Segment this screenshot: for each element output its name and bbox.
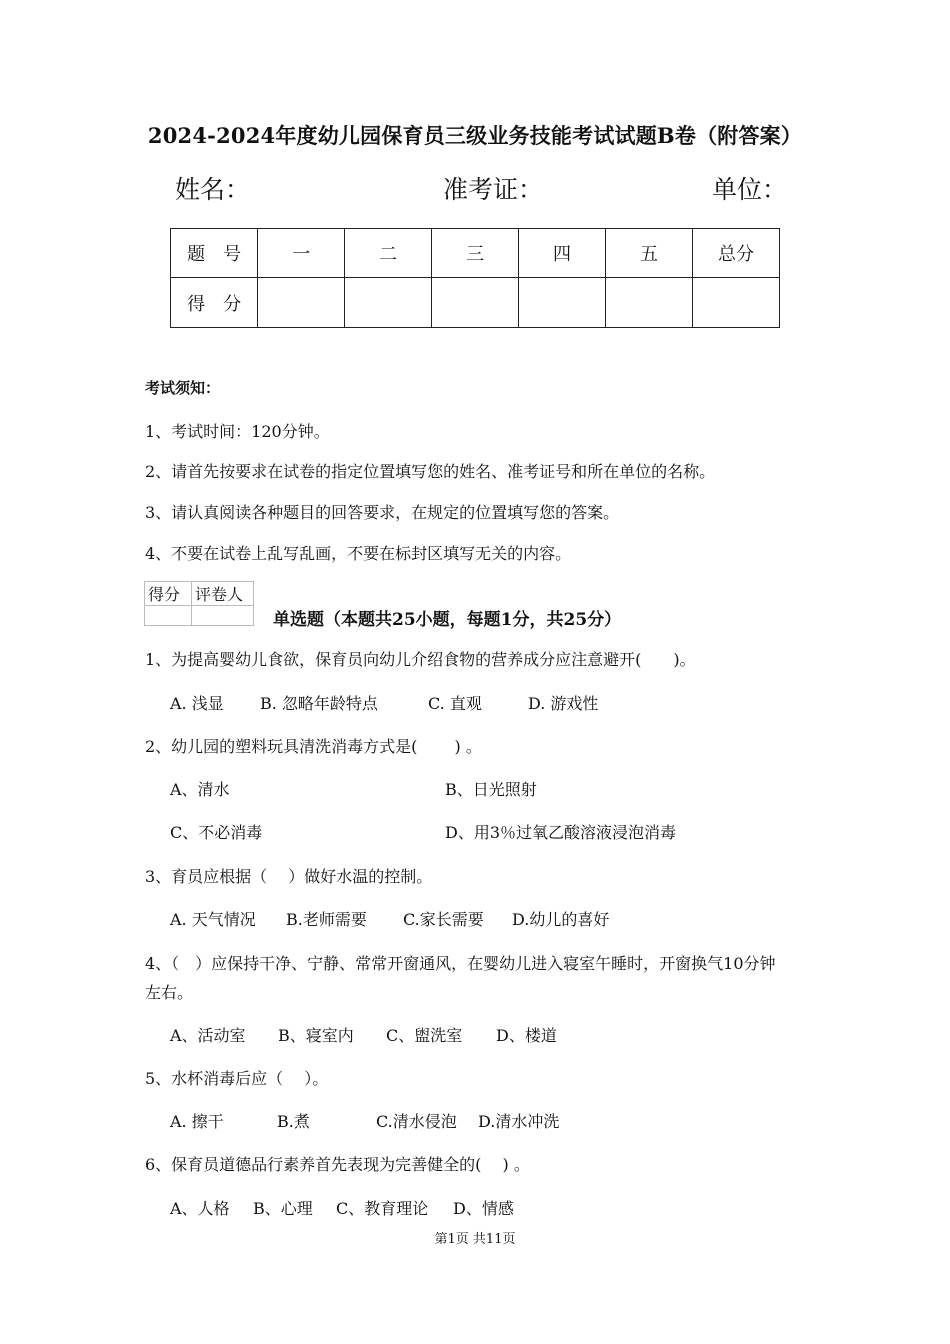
score-cell[interactable] (432, 278, 519, 328)
notice-item: 2、请首先按要求在试卷的指定位置填写您的姓名、准考证号和所在单位的名称。 (145, 462, 716, 481)
option: A. 天气情况 (170, 910, 256, 929)
score-table (170, 228, 780, 328)
question-text: 5、水杯消毒后应（ ）。 (145, 1069, 329, 1088)
option: A. 擦干 (170, 1112, 224, 1131)
score-cell[interactable] (606, 278, 693, 328)
notice-item: 1、考试时间：120分钟。 (145, 422, 330, 441)
question-options (170, 1196, 514, 1219)
notice-item: 3、请认真阅读各种题目的回答要求，在规定的位置填写您的答案。 (145, 503, 620, 522)
option: C. 直观 (428, 694, 482, 713)
option: D.幼儿的喜好 (512, 910, 610, 929)
score-cell[interactable] (692, 278, 779, 328)
question-text-continued: 左右。 (145, 983, 194, 1002)
option: B、寝室内 (278, 1026, 354, 1045)
question-text: 3、育员应根据（ ）做好水温的控制。 (145, 867, 433, 886)
name-field-label: 姓名： (175, 175, 251, 204)
score-header-cell: 三 (432, 229, 519, 278)
score-header-cell: 四 (519, 229, 606, 278)
option: D.清水冲洗 (478, 1112, 560, 1131)
page-title: 2024-2024年度幼儿园保育员三级业务技能考试试题B卷（附答案） (147, 123, 803, 148)
notice-heading: 考试须知： (145, 379, 221, 397)
grader-reviewer-label: 评卷人 (192, 582, 254, 606)
question-option: C、不必消毒 (170, 823, 263, 842)
question-options (170, 1109, 559, 1132)
unit-field-label: 单位： (712, 175, 788, 204)
score-table-header-row (171, 229, 780, 278)
option: B.煮 (277, 1112, 310, 1131)
option: B、心理 (253, 1199, 313, 1218)
question-options (170, 1023, 557, 1046)
question-text: 4、（ ）应保持干净、宁静、常常开窗通风，在婴幼儿进入寝室午睡时，开窗换气10分钟 (145, 954, 776, 973)
option: D. 游戏性 (528, 694, 599, 713)
question-options (170, 691, 598, 714)
score-header-cell: 题 号 (171, 229, 258, 278)
score-cell[interactable] (345, 278, 432, 328)
score-header-cell: 总分 (692, 229, 779, 278)
section-title: 单选题（本题共25小题，每题1分，共25分） (273, 610, 622, 630)
score-header-cell: 二 (345, 229, 432, 278)
option: A、人格 (170, 1199, 230, 1218)
grader-reviewer-cell[interactable] (192, 606, 254, 626)
score-cell[interactable] (258, 278, 345, 328)
option: C、盥洗室 (386, 1026, 463, 1045)
exam-id-field-label: 准考证： (443, 175, 544, 204)
option: B.老师需要 (286, 910, 367, 929)
option: A、活动室 (170, 1026, 246, 1045)
notice-item: 4、不要在试卷上乱写乱画，不要在标封区填写无关的内容。 (145, 544, 572, 563)
option: D、楼道 (496, 1026, 557, 1045)
grader-score-cell[interactable] (145, 606, 192, 626)
option: A. 浅显 (170, 694, 224, 713)
option: C.家长需要 (403, 910, 484, 929)
question-options (170, 907, 609, 930)
grader-table (144, 581, 254, 626)
question-option: B、日光照射 (445, 780, 537, 799)
score-table-score-row (171, 278, 780, 328)
option: C.清水侵泡 (376, 1112, 457, 1131)
option: B. 忽略年龄特点 (260, 694, 378, 713)
question-text: 6、保育员道德品行素养首先表现为完善健全的( ) 。 (145, 1155, 530, 1174)
question-text: 1、为提高婴幼儿食欲，保育员向幼儿介绍食物的营养成分应注意避开( )。 (145, 650, 696, 669)
question-option: A、清水 (170, 780, 230, 799)
option: D、情感 (453, 1199, 514, 1218)
score-header-cell: 一 (258, 229, 345, 278)
question-text: 2、幼儿园的塑料玩具清洗消毒方式是( ) 。 (145, 737, 482, 756)
option: C、教育理论 (336, 1199, 429, 1218)
score-header-cell: 五 (606, 229, 693, 278)
score-cell[interactable] (519, 278, 606, 328)
question-option: D、用3％过氧乙酸溶液浸泡消毒 (445, 823, 677, 842)
page-number-footer: 第1页 共11页 (434, 1232, 516, 1247)
grader-score-label: 得分 (145, 582, 192, 606)
score-row-label: 得 分 (171, 278, 258, 328)
